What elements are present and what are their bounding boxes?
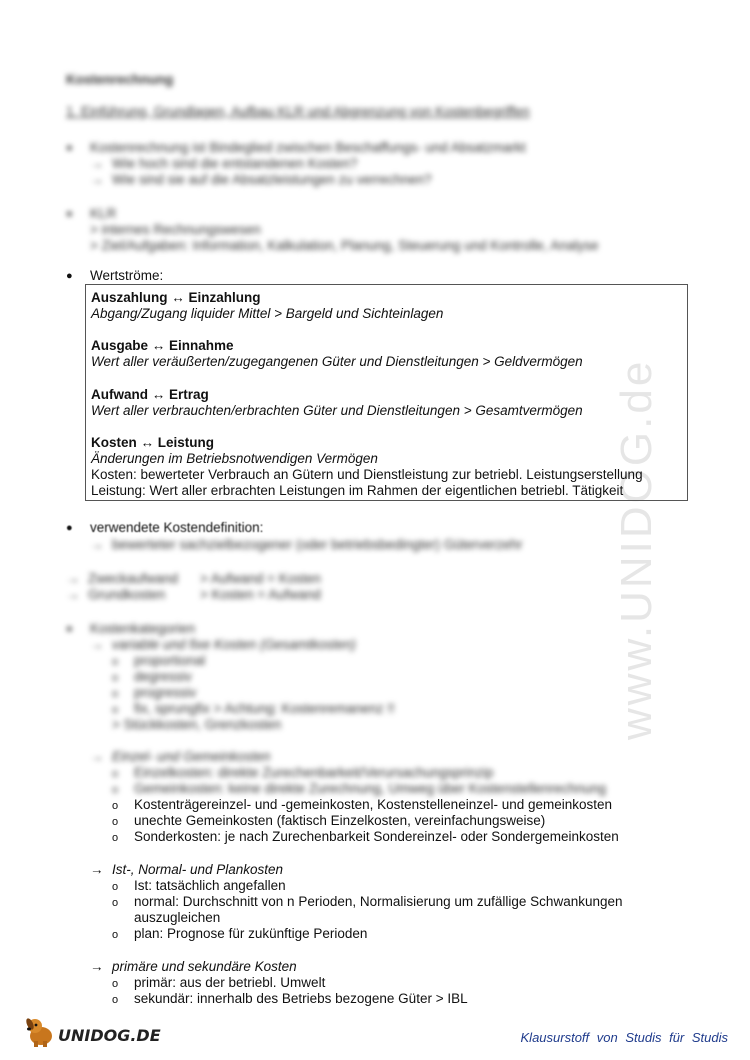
sub-item: > Stückkosten, Grenzkosten xyxy=(112,717,282,732)
bullet-dot: ● xyxy=(66,270,73,282)
kostendefinition-label: verwendete Kostendefinition: xyxy=(90,520,264,535)
sub-item: o fix, sprungfix > Achtung: Kostenremanenz !! xyxy=(112,701,395,716)
sub-item: o proportional xyxy=(112,653,206,668)
section-heading: → Ist-, Normal- und Plankosten xyxy=(90,862,284,877)
bullet-dot: ● xyxy=(66,623,73,635)
bullet-subline: → Wie sind sie auf die Absatzleistungen zu verrechnen? xyxy=(90,172,432,187)
sub-item: o normal: Durchschnitt von n Perioden, Normalisierung um zufällige Schwankungen xyxy=(112,894,623,909)
bullet-text: Kostenkategorien xyxy=(90,621,196,636)
sub-item: o sekundär: innerhalb des Betriebs bezogene Güter > IBL xyxy=(112,991,468,1006)
sub-item: o Ist: tatsächlich angefallen xyxy=(112,878,286,893)
bullet-text: KLR xyxy=(90,206,117,221)
bullet-subline: → Wie hoch sind die entstandenen Kosten? xyxy=(90,156,358,171)
sub-item: o Sonderkosten: je nach Zurechenbarkeit Sondereinzel- oder Sondergemeinkosten xyxy=(112,829,619,844)
pair-title: Ausgabe ↔ Einnahme xyxy=(91,338,234,353)
doc-title: Kostenrechnung xyxy=(66,72,174,87)
sub-item: o Kostenträgereinzel- und -gemeinkosten, Kostenstelleneinzel- und gemeinkosten xyxy=(112,797,613,812)
sub-item: o Gemeinkosten: keine direkte Zurechnung, Umweg über Kostenstellenrechnung xyxy=(112,781,607,796)
bullet-subline: > internes Rechnungswesen xyxy=(90,222,261,237)
dog-logo-icon xyxy=(24,1015,58,1049)
bullet-subline: → variable und fixe Kosten (Gesamtkosten) xyxy=(90,637,356,652)
bullet-subline: > Ziel/Aufgaben: Information, Kalkulation, Planung, Steuerung und Kontrolle, Analyse xyxy=(90,238,599,253)
pair-title: Aufwand ↔ Ertrag xyxy=(91,387,209,402)
pair-description: Wert aller verbrauchten/erbrachten Güter und Dienstleitungen > Gesamtvermögen xyxy=(91,403,583,418)
pair-description: Wert aller veräußerten/zugegangenen Güter und Dienstleitungen > Geldvermögen xyxy=(91,354,583,369)
leistung-definition-line: Leistung: Wert aller erbrachten Leistungen im Rahmen der eigentlichen betriebl. Tätigkeit xyxy=(91,483,624,498)
pair-title: Auszahlung ↔ Einzahlung xyxy=(91,290,261,305)
sub-item: o degressiv xyxy=(112,669,192,684)
watermark-text: www.UNIDOG.de xyxy=(612,358,661,740)
zweckaufwand-row: → Zweckaufwand > Aufwand = Kosten xyxy=(66,571,321,586)
section-heading: → primäre und sekundäre Kosten xyxy=(90,959,297,974)
sub-item: o unechte Gemeinkosten (faktisch Einzelkosten, vereinfachungsweise) xyxy=(112,813,546,828)
logo-text: UNIDOG.DE xyxy=(58,1026,161,1045)
bullet-text: Kostenrechnung ist Bindeglied zwischen Beschaffungs- und Absatzmarkt xyxy=(90,140,526,155)
sub-item-continuation: auszugleichen xyxy=(134,910,221,925)
chapter-heading: 1. Einführung, Grundlagen, Aufbau KLR und Abgrenzung von Kostenbegriffen xyxy=(66,104,530,119)
bullet-subline: → Einzel- und Gemeinkosten xyxy=(90,749,271,764)
bullet-dot: ● xyxy=(66,522,73,534)
bullet-dot: ● xyxy=(66,142,73,154)
wertstroeme-label: Wertströme: xyxy=(90,268,164,283)
pair-description: Abgang/Zugang liquider Mittel > Bargeld und Sichteinlagen xyxy=(91,306,444,321)
sub-item: o progressiv xyxy=(112,685,197,700)
footer-slogan: Klausurstoff von Studis für Studis xyxy=(520,1030,728,1045)
sub-item: o Einzelkosten: direkte Zurechenbarkeit/Verursachungsprinzip xyxy=(112,765,494,780)
sub-item: o plan: Prognose für zukünftige Perioden xyxy=(112,926,368,941)
sub-item: o primär: aus der betriebl. Umwelt xyxy=(112,975,326,990)
grundkosten-row: → Grundkosten > Kosten = Aufwand xyxy=(66,587,321,602)
wertstroeme-box xyxy=(85,284,688,501)
bullet-dot: ● xyxy=(66,208,73,220)
pair-title: Kosten ↔ Leistung xyxy=(91,435,215,450)
pair-description: Änderungen im Betriebsnotwendigen Vermögen xyxy=(91,451,378,466)
kosten-definition-line: Kosten: bewerteter Verbrauch an Gütern und Dienstleistung zur betriebl. Leistungserstellung xyxy=(91,467,643,482)
bullet-subline: → bewerteter sachzielbezogener (oder betriebsbedingter) Güterverzehr xyxy=(90,537,523,552)
